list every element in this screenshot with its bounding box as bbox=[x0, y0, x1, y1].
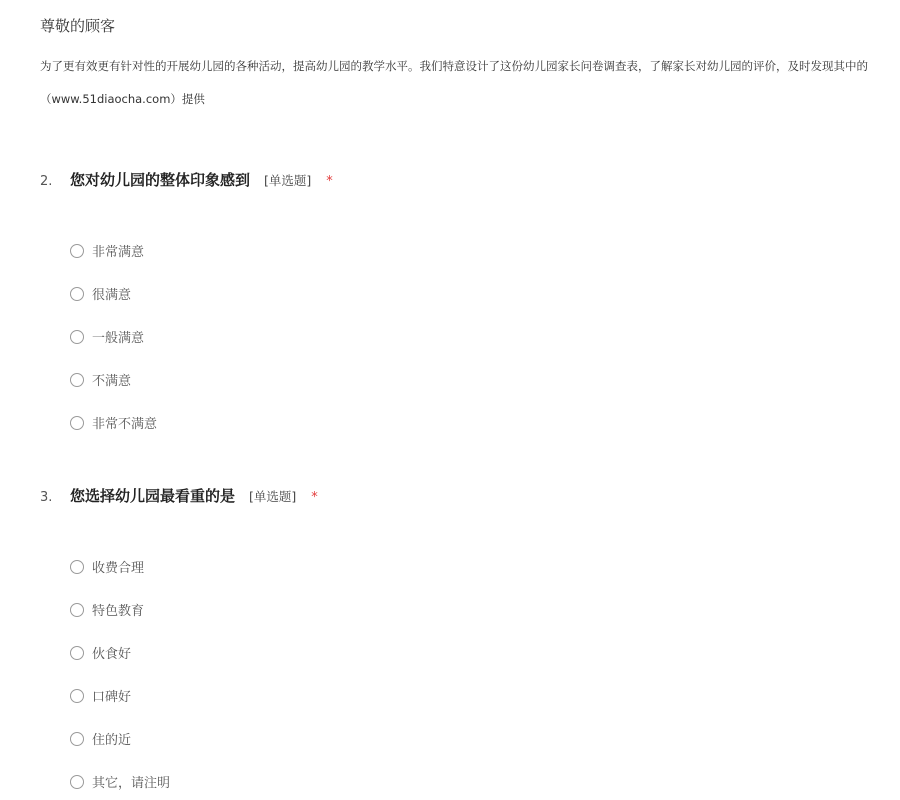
question-2-title bbox=[40, 169, 333, 190]
radio-button[interactable] bbox=[70, 244, 84, 258]
question-type-label: [单选题] bbox=[249, 489, 297, 504]
q3-option-6[interactable] bbox=[70, 772, 170, 791]
option-label: 特色教育 bbox=[92, 604, 145, 619]
required-asterisk: * bbox=[326, 174, 333, 189]
survey-intro: 为了更有效更有针对性的开展幼儿园的各种活动，提高幼儿园的教学水平。我们特意设计了这份幼儿园家长问卷调查表，了解家长对幼儿园的评价，及时发现其中的 bbox=[40, 59, 868, 73]
question-text: 您选择幼儿园最看重的是 bbox=[70, 487, 236, 505]
q2-option-3[interactable] bbox=[70, 327, 144, 346]
option-label: 很满意 bbox=[92, 288, 132, 303]
q3-option-2[interactable] bbox=[70, 600, 144, 619]
q2-option-1[interactable] bbox=[70, 241, 144, 260]
option-label: 住的近 bbox=[92, 733, 132, 748]
radio-button[interactable] bbox=[70, 603, 84, 617]
q3-option-4[interactable] bbox=[70, 686, 131, 705]
radio-button[interactable] bbox=[70, 373, 84, 387]
option-label: 非常满意 bbox=[92, 245, 145, 260]
option-label: 伙食好 bbox=[92, 647, 132, 662]
radio-button[interactable] bbox=[70, 416, 84, 430]
question-number: 3. bbox=[40, 490, 53, 505]
question-number: 2. bbox=[40, 174, 53, 189]
radio-button[interactable] bbox=[70, 732, 84, 746]
survey-greeting: 尊敬的顾客 bbox=[40, 17, 116, 35]
option-label: 不满意 bbox=[92, 374, 132, 389]
q2-option-2[interactable] bbox=[70, 284, 131, 303]
question-3-title bbox=[40, 485, 318, 506]
q3-option-5[interactable] bbox=[70, 729, 131, 748]
radio-button[interactable] bbox=[70, 330, 84, 344]
option-label: 其它，请注明 bbox=[92, 776, 171, 791]
option-label: 收费合理 bbox=[92, 561, 145, 576]
question-text: 您对幼儿园的整体印象感到 bbox=[70, 171, 251, 189]
required-asterisk: * bbox=[311, 490, 318, 505]
q3-option-3[interactable] bbox=[70, 643, 131, 662]
question-type-label: [单选题] bbox=[264, 173, 312, 188]
radio-button[interactable] bbox=[70, 646, 84, 660]
radio-button[interactable] bbox=[70, 775, 84, 789]
radio-button[interactable] bbox=[70, 287, 84, 301]
radio-button[interactable] bbox=[70, 560, 84, 574]
q2-option-4[interactable] bbox=[70, 370, 131, 389]
option-label: 口碑好 bbox=[92, 690, 132, 705]
survey-provider: （www.51diaocha.com）提供 bbox=[40, 92, 205, 106]
option-label: 非常不满意 bbox=[92, 417, 158, 432]
q2-option-5[interactable] bbox=[70, 413, 157, 432]
radio-button[interactable] bbox=[70, 689, 84, 703]
q3-option-1[interactable] bbox=[70, 557, 144, 576]
option-label: 一般满意 bbox=[92, 331, 145, 346]
